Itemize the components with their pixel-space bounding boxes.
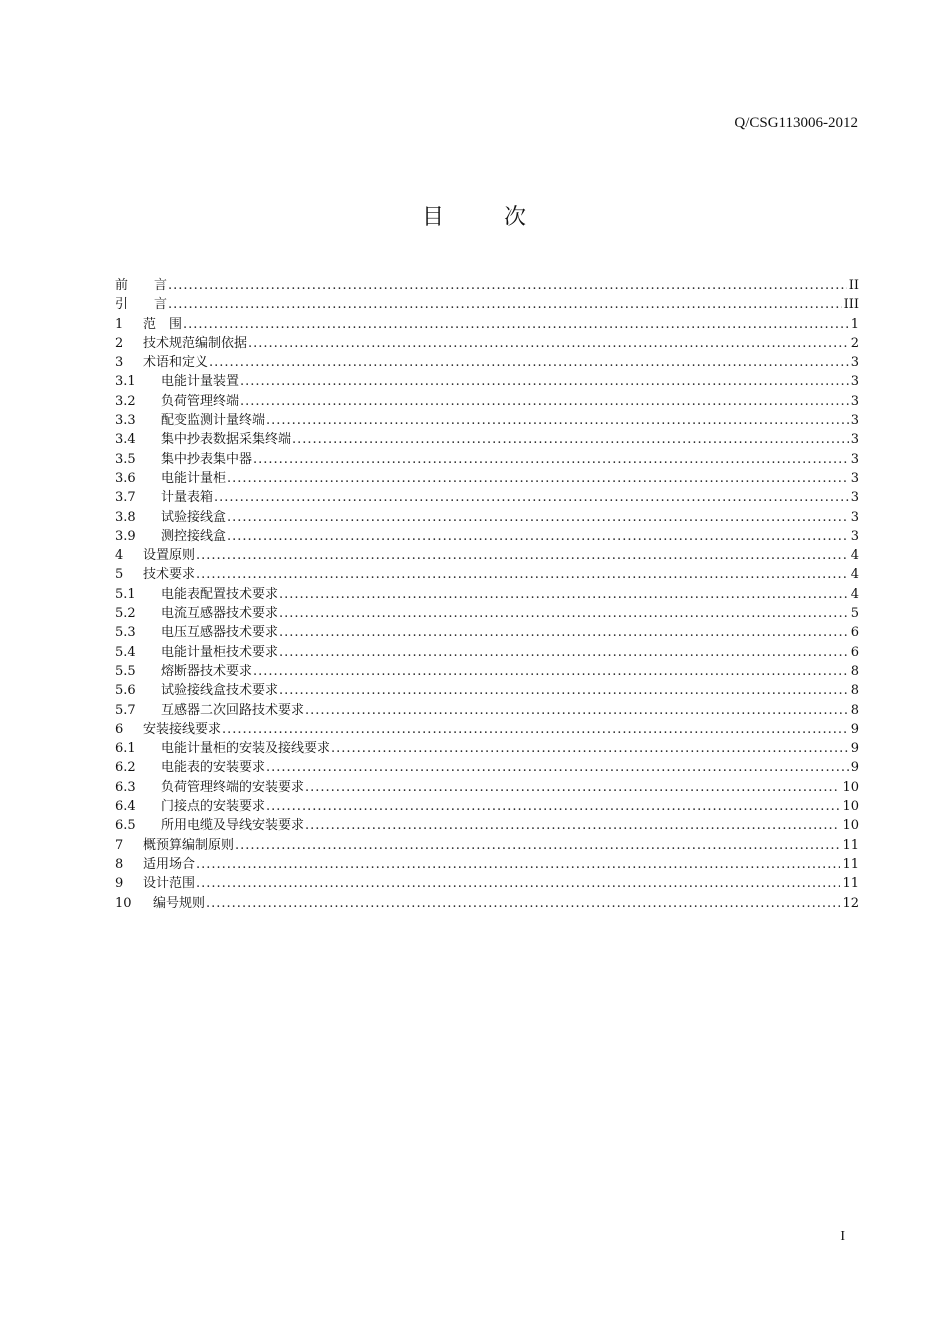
toc-leader-dots [240,392,849,411]
toc-entry-title: 前 言 [115,278,168,293]
toc-entry-page: 4 [850,548,859,564]
toc-entry-title: 门接点的安装要求 [161,799,266,815]
toc-entry-number: 3.4 [115,432,136,448]
toc-entry-number: 2 [115,335,124,351]
toc-entry-title: 适用场合 [143,856,196,872]
toc-leader-dots [279,585,849,604]
toc-entry-page: 8 [850,683,859,699]
toc-entry-number: 3.8 [115,509,136,525]
toc-entry[interactable] [115,527,859,546]
toc-entry[interactable] [115,353,859,372]
title-part-1: 目 [421,205,446,230]
toc-entry-page: 9 [850,721,859,737]
toc-entry-number: 6.5 [115,818,136,834]
toc-entry[interactable] [115,295,859,314]
toc-entry[interactable] [115,392,859,411]
toc-entry-page: 10 [842,818,859,834]
toc-leader-dots [266,411,849,430]
toc-leader-dots [305,816,840,835]
toc-entry-page: 9 [850,741,859,757]
toc-leader-dots [266,758,849,777]
toc-entry-number: 6.2 [115,760,136,776]
toc-entry[interactable] [115,469,859,488]
toc-entry-title: 配变监测计量终端 [161,413,266,429]
toc-entry[interactable] [115,894,859,913]
toc-entry[interactable] [115,778,859,797]
toc-entry-page: 3 [850,490,859,506]
document-code: Q/CSG113006-2012 [734,115,858,131]
title-part-2: 次 [504,205,529,230]
toc-entry-title: 范 围 [143,316,183,332]
toc-entry-page: 11 [842,876,859,892]
toc-leader-dots [235,836,840,855]
toc-entry-number: 3.1 [115,374,136,390]
toc-leader-dots [279,643,849,662]
toc-leader-dots [196,874,840,893]
toc-entry-title: 电能计量柜的安装及接线要求 [161,741,331,757]
toc-entry-title: 电能表的安装要求 [161,760,266,776]
toc-entry[interactable] [115,643,859,662]
toc-entry-number: 3.2 [115,393,136,409]
toc-leader-dots [183,315,849,334]
toc-entry[interactable] [115,758,859,777]
toc-entry[interactable] [115,623,859,642]
toc-entry-title: 计量表箱 [161,490,214,506]
toc-entry[interactable] [115,701,859,720]
toc-entry-page: 8 [850,663,859,679]
toc-leader-dots [196,546,849,565]
toc-entry[interactable] [115,855,859,874]
toc-entry-page: 9 [850,760,859,776]
toc-entry-number: 4 [115,548,124,564]
toc-leader-dots [279,623,849,642]
toc-leader-dots [196,565,849,584]
toc-entry-page: 11 [842,856,859,872]
toc-entry[interactable] [115,546,859,565]
toc-leader-dots [305,778,840,797]
table-of-contents [115,276,859,913]
toc-entry[interactable] [115,836,859,855]
toc-leader-dots [279,604,849,623]
toc-entry-title: 试验接线盒技术要求 [161,683,279,699]
toc-entry[interactable] [115,508,859,527]
toc-entry-number: 7 [115,837,124,853]
toc-entry-page: 3 [850,470,859,486]
toc-entry-page: 10 [842,799,859,815]
toc-entry-number: 3.7 [115,490,136,506]
toc-entry-number: 5.2 [115,606,136,622]
toc-entry-title: 电流互感器技术要求 [161,606,279,622]
toc-entry-title: 技术规范编制依据 [143,335,248,351]
toc-entry-title: 集中抄表数据采集终端 [161,432,292,448]
toc-entry-title: 概预算编制原则 [143,837,235,853]
toc-entry-title: 试验接线盒 [161,509,227,525]
toc-entry-number: 10 [115,895,132,911]
toc-entry-title: 熔断器技术要求 [161,663,253,679]
toc-entry-number: 1 [115,316,124,332]
toc-entry-title: 测控接线盒 [161,528,227,544]
toc-leader-dots [240,372,849,391]
toc-entry-page: 1 [850,316,859,332]
toc-entry-page: 4 [850,586,859,602]
toc-entry-title: 技术要求 [143,567,196,583]
toc-leader-dots [331,739,849,758]
toc-leader-dots [222,720,849,739]
toc-entry-title: 负荷管理终端的安装要求 [161,779,305,795]
toc-entry[interactable] [115,488,859,507]
toc-entry-page: 2 [850,335,859,351]
toc-entry-number: 3.6 [115,470,136,486]
toc-entry-number: 9 [115,876,124,892]
toc-entry-title: 安装接线要求 [143,721,222,737]
toc-entry-page: 12 [842,895,859,911]
toc-entry-title: 术语和定义 [143,355,209,371]
toc-entry[interactable] [115,720,859,739]
toc-leader-dots [248,334,849,353]
toc-entry-title: 引 言 [115,297,168,313]
toc-entry[interactable] [115,450,859,469]
toc-entry-page: 3 [850,374,859,390]
toc-entry-page: 3 [850,509,859,525]
toc-leader-dots [279,681,849,700]
toc-leader-dots [227,508,849,527]
toc-entry-page: III [843,297,859,313]
toc-entry[interactable] [115,585,859,604]
toc-entry-page: II [848,278,859,293]
toc-entry-title: 互感器二次回路技术要求 [161,702,305,718]
page-title [0,200,950,231]
toc-leader-dots [292,430,849,449]
toc-leader-dots [253,450,849,469]
toc-entry-number: 3.9 [115,528,136,544]
toc-entry-title: 编号规则 [153,895,206,911]
toc-entry-page: 3 [850,413,859,429]
toc-leader-dots [168,295,842,314]
toc-entry[interactable] [115,662,859,681]
toc-leader-dots [305,701,849,720]
toc-entry-title: 设计范围 [143,876,196,892]
toc-entry[interactable] [115,276,859,295]
toc-entry-number: 8 [115,856,124,872]
toc-entry[interactable] [115,565,859,584]
toc-entry-number: 6 [115,721,124,737]
toc-entry-page: 3 [850,355,859,371]
toc-entry-title: 电能表配置技术要求 [161,586,279,602]
toc-entry-number: 5.6 [115,683,136,699]
toc-entry-title: 电能计量柜 [161,470,227,486]
toc-leader-dots [168,276,847,295]
toc-leader-dots [227,469,849,488]
toc-entry-page: 5 [850,606,859,622]
toc-entry[interactable] [115,315,859,334]
toc-entry-page: 6 [850,625,859,641]
toc-leader-dots [253,662,849,681]
toc-entry-number: 5 [115,567,124,583]
toc-entry-number: 6.3 [115,779,136,795]
toc-entry-number: 6.4 [115,799,136,815]
toc-entry-number: 3 [115,355,124,371]
toc-entry[interactable] [115,372,859,391]
toc-leader-dots [209,353,849,372]
toc-entry-number: 5.3 [115,625,136,641]
toc-entry[interactable] [115,411,859,430]
toc-entry-number: 3.5 [115,451,136,467]
toc-leader-dots [227,527,849,546]
toc-leader-dots [196,855,840,874]
toc-entry[interactable] [115,334,859,353]
toc-entry[interactable] [115,681,859,700]
toc-entry-title: 集中抄表集中器 [161,451,253,467]
toc-entry-title: 负荷管理终端 [161,393,240,409]
toc-entry-page: 3 [850,528,859,544]
toc-entry[interactable] [115,797,859,816]
toc-entry-page: 3 [850,451,859,467]
toc-entry-title: 电能计量装置 [161,374,240,390]
toc-entry[interactable] [115,739,859,758]
toc-entry-title: 电压互感器技术要求 [161,625,279,641]
toc-entry[interactable] [115,604,859,623]
toc-entry[interactable] [115,874,859,893]
toc-entry-page: 6 [850,644,859,660]
toc-leader-dots [206,894,840,913]
toc-entry[interactable] [115,816,859,835]
toc-entry-page: 11 [842,837,859,853]
toc-entry-page: 8 [850,702,859,718]
toc-entry-title: 设置原则 [143,548,196,564]
toc-entry-number: 5.4 [115,644,136,660]
toc-entry-page: 10 [842,779,859,795]
toc-entry[interactable] [115,430,859,449]
toc-entry-number: 5.1 [115,586,136,602]
toc-entry-page: 4 [850,567,859,583]
toc-leader-dots [214,488,849,507]
toc-entry-number: 6.1 [115,741,136,757]
toc-entry-number: 5.7 [115,702,136,718]
toc-entry-page: 3 [850,393,859,409]
toc-entry-title: 电能计量柜技术要求 [161,644,279,660]
toc-entry-number: 5.5 [115,663,136,679]
toc-entry-page: 3 [850,432,859,448]
toc-entry-number: 3.3 [115,413,136,429]
toc-leader-dots [266,797,840,816]
footer-page-number: I [840,1229,845,1244]
toc-entry-title: 所用电缆及导线安装要求 [161,818,305,834]
